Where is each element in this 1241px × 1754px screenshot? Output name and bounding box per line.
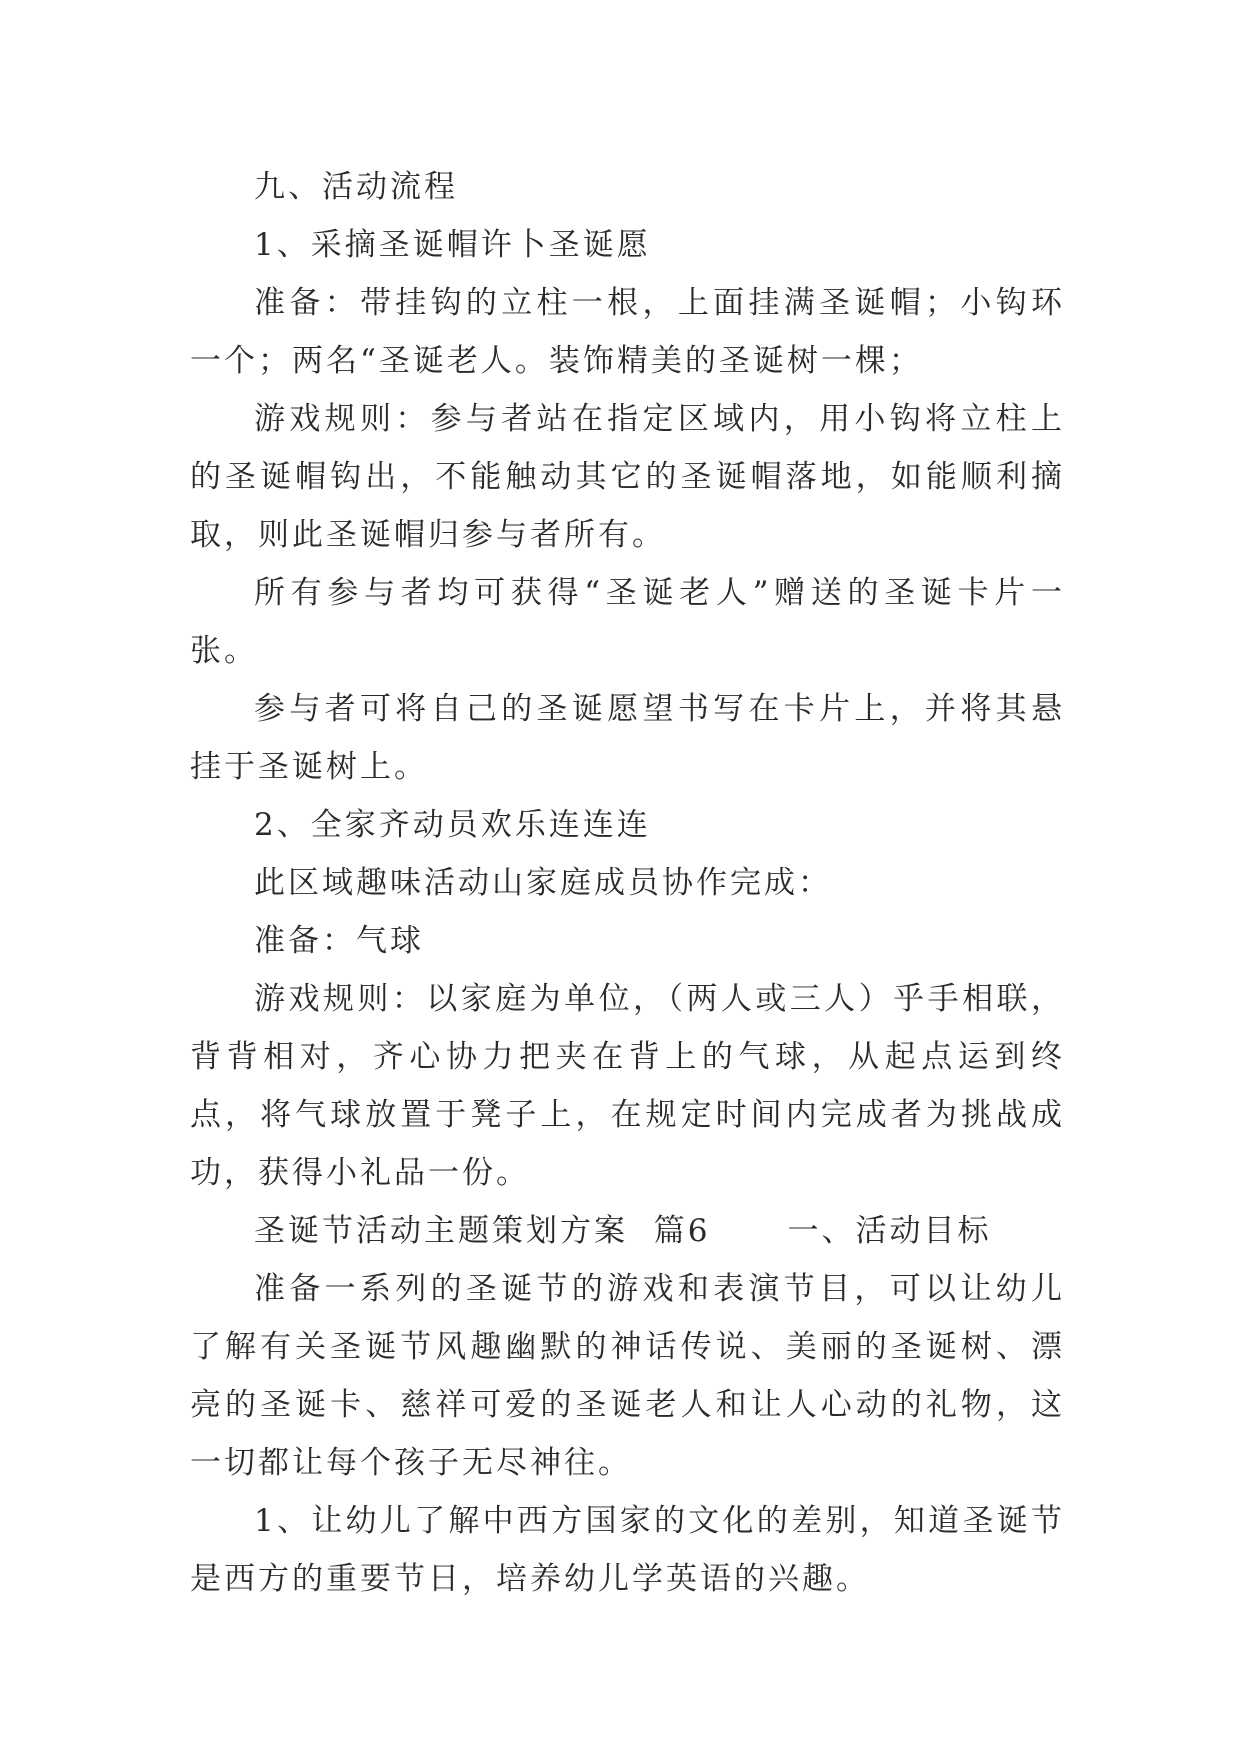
paragraph-goal-1: 1、让幼儿了解中西方国家的文化的差别，知道圣诞节是西方的重要节日，培养幼儿学英语的兴趣。 xyxy=(190,1503,1065,1597)
document-body xyxy=(190,158,1065,1608)
paragraph-goals-intro: 准备一系列的圣诞节的游戏和表演节目，可以让幼儿了解有关圣诞节风趣幽默的神话传说、美丽的圣诞树、漂亮的圣诞卡、慈祥可爱的圣诞老人和让人心动的礼物，这一切都让每个孩子无尽神往。 xyxy=(190,1271,1065,1481)
paragraph-preparation: 准备：带挂钩的立柱一根，上面挂满圣诞帽；小钩环一个；两名“圣诞老人。装饰精美的圣诞树一棵； xyxy=(190,285,1065,379)
paragraph-game-rules: 游戏规则：参与者站在指定区域内，用小钩将立柱上的圣诞帽钩出，不能触动其它的圣诞帽落地，如能顺利摘取，则此圣诞帽归参与者所有。 xyxy=(190,401,1065,553)
item-christmas-hat-heading: 1、采摘圣诞帽许卜圣诞愿 xyxy=(254,227,651,263)
paragraph-card-gift: 所有参与者均可获得“圣诞老人”赠送的圣诞卡片一张。 xyxy=(190,575,1065,669)
paragraph-family-activity: 此区域趣味活动山家庭成员协作完成： xyxy=(254,865,832,901)
paragraph-wish-card: 参与者可将自己的圣诞愿望书写在卡片上，并将其悬挂于圣诞树上。 xyxy=(190,691,1065,785)
heading-plan-6-goals: 圣诞节活动主题策划方案 篇6 一、活动目标 xyxy=(254,1213,992,1249)
paragraph-balloon-rules: 游戏规则：以家庭为单位，（两人或三人）乎手相联，背背相对，齐心协力把夹在背上的气球，从起点运到终点，将气球放置于凳子上，在规定时间内完成者为挑战成功，获得小礼品一份。 xyxy=(190,981,1065,1191)
item-family-heading: 2、全家齐动员欢乐连连连 xyxy=(254,807,651,843)
paragraph-balloon-preparation: 准备：气球 xyxy=(254,923,424,959)
heading-activity-process: 九、活动流程 xyxy=(254,169,458,205)
